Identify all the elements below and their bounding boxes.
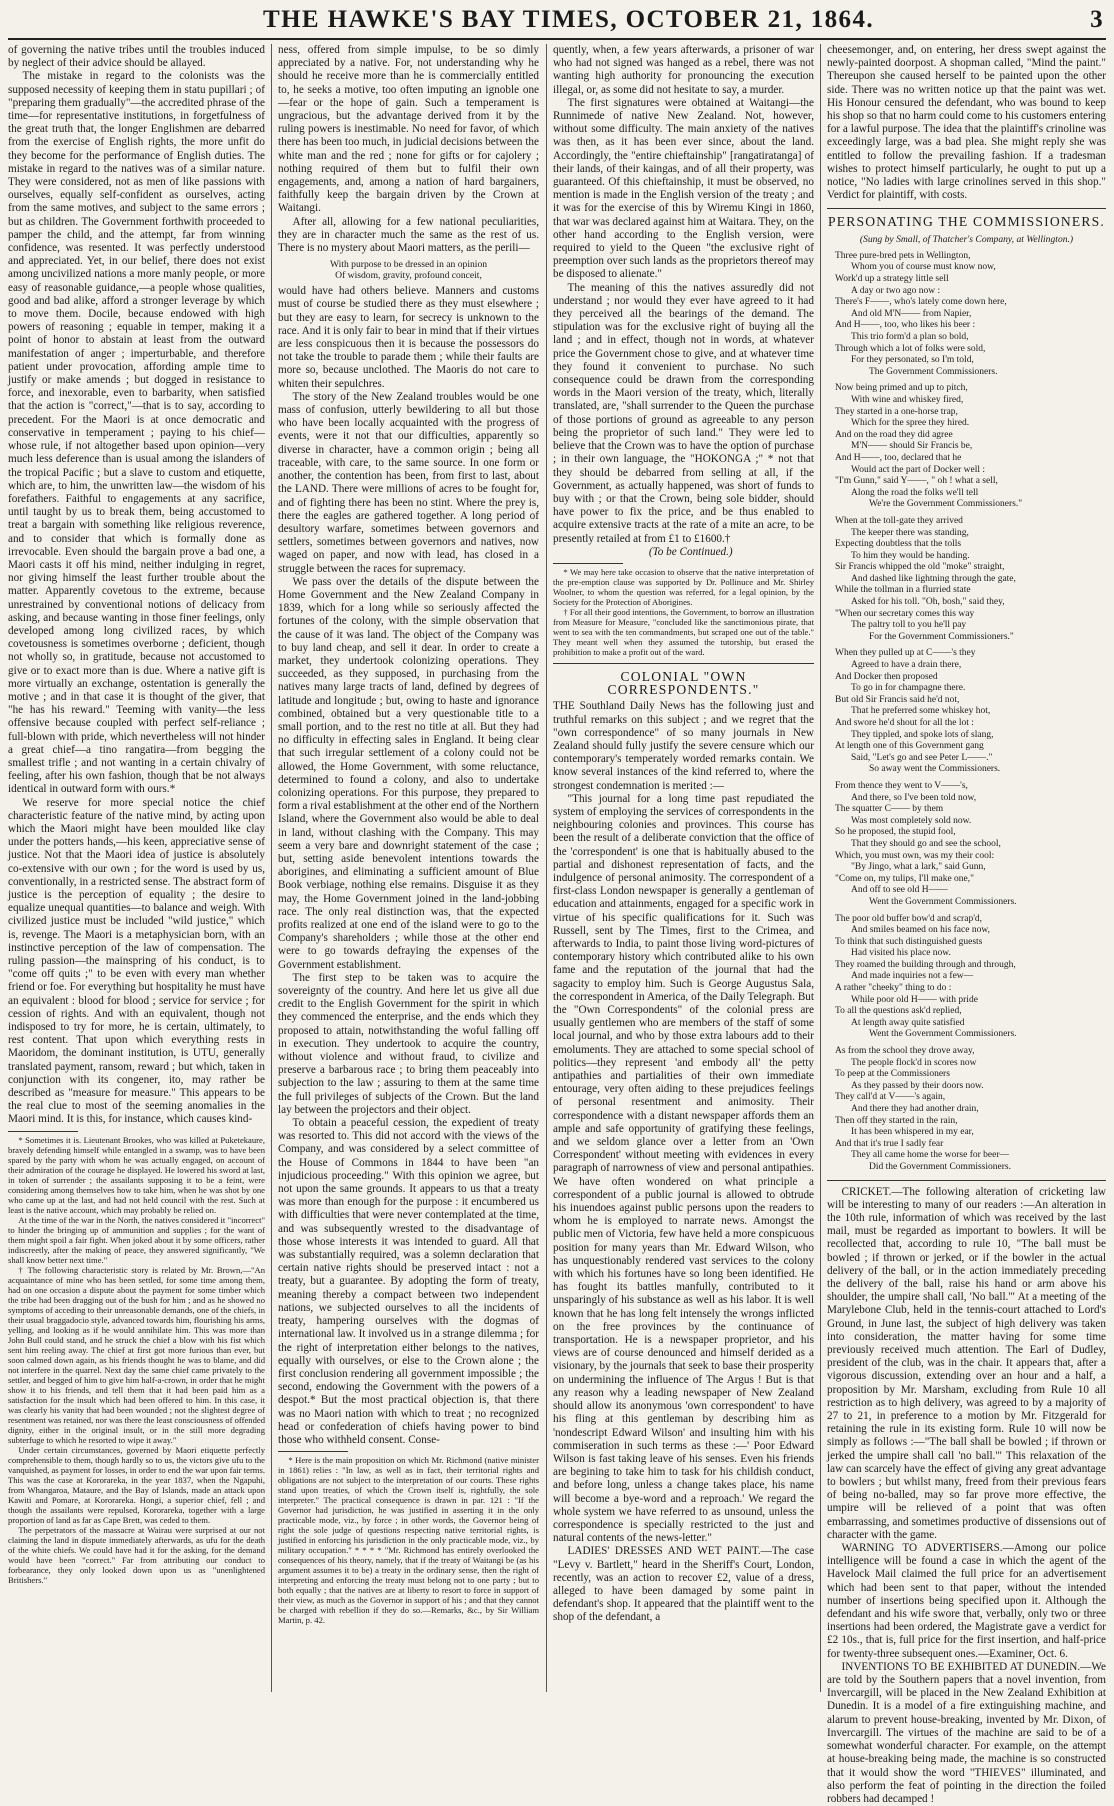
footnote-rule xyxy=(278,1451,348,1452)
footnote: * Here is the main proposition on which Mr. Richmond (native minister in 1861) relies : "In law, as well as in fact, their territorial rights and obligations are not subject to the interpretation of our courts. These rights stand upon treaties, of which the Crown itself is, rightfully, the sole interpreter." The practical consequence is drawn in par. 121 : "If the Governor had jurisdiction, he was justified in asserting it in the only practicable mode, viz., by force ; in other words, the Governor being of right the sole judge of questions respecting native territorial rights, is justified in enforcing his jurisdiction in the only practicable mode, viz., by military occupation." * * * * "Mr. Richmond has entirely overlooked the consequences of his theory, namely, that if the treaty of Waitangi be (as his argument assumes it to be) a treaty in the ordinary sense, then the right of interpreting and enforcing the treaty must belong not to one party ; but to both equally ; that the natives are at liberty to resort to force in support of their view, as much as the Governor in support of his ; and that they cannot be charged with rebellion if they do so.—Remarks, &c., by Sir William Martin, p. 42. xyxy=(278,1455,539,1626)
poem-line: The keeper there was standing, xyxy=(851,527,969,538)
poem-line: Went the Government Commissioners. xyxy=(869,1029,1017,1040)
section-heading: PERSONATING THE COMMISSIONERS. xyxy=(827,214,1106,230)
poem-line: And old M'N—— from Napier, xyxy=(851,308,972,319)
article-paragraph: LADIES' DRESSES AND WET PAINT.—The case "Levy v. Bartlett," heard in the Sheriff's Court, London, recently, was an action to recover £2, value of a dress, alleged to have been damaged by some paint in defendant's shop. It appeared that the plaintiff went to the shop of the defendant, a xyxy=(553,1545,814,1624)
to-be-continued: (To be Continued.) xyxy=(648,545,733,558)
poem-line: For the Government Commissioners." xyxy=(869,631,1014,642)
poem-line: Did the Government Commissioners. xyxy=(869,1161,1011,1172)
section-heading: COLONIAL "OWN CORRESPONDENTS." xyxy=(607,668,760,698)
masthead xyxy=(8,6,1106,36)
poem-line: As from the school they drove away, xyxy=(835,1046,975,1057)
article-paragraph: would have had others believe. Manners and customs must of course be studied there as they must elsewhere ; but they are easy to learn, for secrecy is unknown to the race. And it is only fair to bear in mind that if their virtues are less conspicuous then it is because the possessors do not take the trouble to parade them ; while their faults are more so, because unclothed. The Maoris do not care to whiten their sepulchres. xyxy=(278,285,539,390)
poem-line: A day or two ago now : xyxy=(851,285,941,296)
footnote: * Sometimes it is. Lieutenant Brookes, who was killed at Puketekaure, bravely defending himself while entangled in a swamp, was to have been spared by the party with whom he was actually engaged, on account of their admiration of the courage he displayed. He lowered his sword at last, in token of surrender ; the assailants supposing it to be a feint, were considering among themselves how to take him, when he was shot by one who came up at the last, and had not held council with the rest. Such at least is the native account, which may probably be relied on. xyxy=(8,1134,265,1215)
poem-line: And Docker then proposed xyxy=(835,671,938,682)
section-rule xyxy=(827,1180,1106,1181)
column-divider xyxy=(820,44,821,1692)
section-rule xyxy=(553,663,814,664)
poem-line: There's F——, who's lately come down here, xyxy=(835,297,1007,308)
footnote: * We may here take occasion to observe that the native interpretation of the pre-emption clause was supported by Dr. Pollinuce and Mr. Shirley Woolner, to whom the question was referred, for a legal opinion, by the Society for the Protection of Aborigines. xyxy=(553,566,814,607)
poem-line: They call'd at V——'s again, xyxy=(835,1092,946,1103)
poem-line: They all came home the worse for beer— xyxy=(851,1150,1010,1161)
footnote: The perpetrators of the massacre at Wairau were surprised at our not claiming the land in dispute immediately afterwards, as ufu for the death of the white chiefs. We could have had it for the asking, for the demand would have been "correct." Far from attributing our conduct to forbearance, they only looked down upon us as "unenlightened Britishers." xyxy=(8,1524,265,1585)
poem-line: To go in for champagne there. xyxy=(851,683,966,694)
article-paragraph: "This journal for a long time past repudiated the system of employing the services of correspondents in the neighbouring colonies and provinces. This course has been the result of a deliberate conviction that the office of the 'correspondent' is one that is habitually abused to the partial and dishonest representation of facts, and the indulgence of personal animosity. The correspondent of a first-class London newspaper is generally a gentleman of education and attainments, engaged for a specific work in virtue of his specific qualifications for it. Such was Russell, sent by The Times, first to the Crimea, and afterwards to India, to paint those living word-pictures of contemporary history which contributed alike to his own fame and the reputation of the journal that had the sagacity to employ him. Such is George Augustus Sala, the correspondent in America, of the Daily Telegraph. But the "Own Correspondents" of the colonial press are usually gentlemen who are members of the staff of some local journal, and who by those extra labours add to their emoluments. They are attached to some special school of politics—they represent 'and embody all' the petty antipathies and partialities of their own immediate entourage, very often aiding to these prejudices feelings of personal resentment and animosity. Their correspondence with a distant newspaper affords them an ample and safe opportunity of gratifying these feelings, and we seldom glance over a letter from an 'Own Correspondent' without meeting with evidences in every paragraph of narrowness of view and personal antipathies. We have often wondered on what principle a correspondent of a public journal is allowed to obtrude his inuendoes against public persons upon the readers to whom he is employed to narrate news. Amongst the public men of Victoria, few have held a more conspicuous position for many years than Mr. Edward Wilson, who has unquestionably rendered vast services to the colony with which his fortunes have so long been identified. He has fought its battles manfully, contributed to it unsparingly of his substance as well as his labor. It is well known that he has long felt intensely the wrongs inflicted on the free provinces by the continuance of transportation. He is a newspaper proprietor, and his views are of course denounced and himself derided as a visionary, by the journals that seek to base their prosperity on undermining the influence of The Argus ! But is that any reason why a leading newspaper of New Zealand should allow its anonymous 'own correspondent' to have his fling at this gentleman by describing him as 'nondescript Edward Wilson' and insulting him with his commiseration in such terms as these :—' Poor Edward Wilson is fast taking leave of his senses. Even his friends are begining to take him to task for his childish conduct, and before long, unless a change takes place, his name will become a bye-word and a reproach.' We regard the whole system we have referred to as unsound, unless the correspondence is specially restricted to the just and natural contents of the news-letter." xyxy=(553,792,814,1545)
poem-line: Work'd up a strategy little sell xyxy=(835,274,949,285)
poem-line: "Come on, my tulips, I'll make one," xyxy=(835,873,975,884)
article-paragraph: The mistake in regard to the colonists was the supposed necessity of keeping them in statu pupillari ; of "preparing them gradually"—the accredited phrase of the time—for representative institutions, in forgetfulness of the great truth that, the longer Englishmen are debarred from the exercise of English rights, the more unfit do they become for the performance of English duties. The mistake in regard to the natives was of a similar nature. They were considered, not as men of like passions with ourselves, equally self-confident as ourselves, acting from the same motives, and subject to the same errors ; but as children. The Government forthwith proceeded to pamper the child, and the attempt, far from winning confidence, was resented. It was perfectly understood and appreciated. Yet, in our belief, there does not exist among uncivilized nations a more manly people, or more easy of reasonable guidance,—a people whose qualities, good and bad alike, afford a stronger leverage by which to move them. Docile, because endowed with high powers of reasoning ; equable in temper, making it a point of honor to abstain at least from the outward manifestation of anger ; imperturbable, and therefore patient under provocation, affording ample time to justify or make amends ; but dogged in resistance to force, and inexorable, even to barbarity, when satisfied that the action is "correct,"—that is to say, according to precedent. For the Maori is at once democratic and conservative in temperament ; paying to his chief—whose rule, if not altogether based upon opinion—very much less deference than is usual among the islanders of the tropical Pacific ; but a slave to custom and etiquette, which are, to him, the unwritten law—the wisdom of his forefathers. Faithful to engagements at any sacrifice, until taught by us to break them, being accustomed to treat a bargain with something like religious reverence, and to consider that which is formally done as irrevocable. Even should the bargain prove a bad one, a Maori casts it off his mind, neither indulging in regret, nor giving himself the least further trouble about the matter. Apparently covetous to the extreme, because unrestrained by conventional notions of delicacy from asking, and because wanting in those finer feelings, only developed among long civilized races, by which covetousness is sometimes overborne ; deficient, though not wholly so, in gratitude, because not accustomed to give or to exact more than is due. Where a native gift is more virtually an exchange, ostentation is generally the motive ; and in that case it is thought of the giver, that "he has his reward." Teeming with vanity—the less offensive because coupled with perfect self-reliance ; full-blown with pride, which nevertheless will not hinder a great chief—a tino rangatira—from begging the smallest trifle ; and not wanting in a certain chivalry of feeling, after his own fashion, though that be not always identical in outward form with ours.* xyxy=(8,70,265,796)
verse-line: Of wisdom, gravity, profound conceit, xyxy=(335,270,482,282)
column-4 xyxy=(827,44,1106,1805)
poem-line: The Government Commissioners. xyxy=(869,366,998,377)
poem-line: To all the questions ask'd replied, xyxy=(835,1006,962,1017)
column-3 xyxy=(553,44,814,1692)
poem-line: And there, so I've been told now, xyxy=(851,792,977,803)
column-1 xyxy=(8,44,265,1692)
poem-line: Asked for his toll. "Oh, bosh," said they, xyxy=(851,597,1005,608)
poem-line: While the tollman in a flurried state xyxy=(835,585,971,596)
article-paragraph: We pass over the details of the dispute between the Home Government and the New Zealand Company in 1839, which for a long while so seriously affected the fortunes of the colony, with the simple observation that the cause of it was land. The object of the Company was to buy land cheap, and sell it dear. In order to create a market, they undertook colonizing operations. They succeeded, as they supposed, in purchasing from the natives many large tracts of land, defined by degrees of latitude and longitude ; but, owing to haste and ignorance combined, obtained but a very questionable title to a small portion, and to the rest no title at all. But they had no difficulty in effecting sales in England. It being clear that such irregular settlement of a colony could not be allowed, the Home Government, with some reluctance, determined to found a colony, and also to undertake colonizing operations. For this purpose, they prepared to form a rival establishment at the other end of the Northern Island, where the Government also would be able to deal in land, without clashing with the Company. This may seem a very bare and downright statement of the case ; but, setting aside benevolent intentions towards the aborigines, and eliminating a sufficient amount of Blue Book verbiage, nothing else remains. Disguise it as they may, the Home Government joined in the land-jobbing race. The only real distinction was, that the expected profits realized at one end of the island were to go to the Company's shareholders ; while those at the other end were to go towards defraying the expenses of the Government establishment. xyxy=(278,575,539,971)
poem-line: "I'm Gunn," said Y——, " oh ! what a sell, xyxy=(835,476,998,487)
poem-line: Then off they started in the rain, xyxy=(835,1115,958,1126)
poem-line: Said, "Let's go and see Peter L——." xyxy=(851,752,993,763)
poem-line: To him they would be handing. xyxy=(851,550,970,561)
poem-line: Would act the part of Docker well : xyxy=(851,464,986,475)
poem-line: And made inquiries not a few— xyxy=(851,971,974,982)
article-paragraph: quently, when, a few years afterwards, a prisoner of war who had not signed was hanged as a rebel, there was not wanting high authority for pronouncing the execution illegal, or, as some did not hesitate to say, a murder. xyxy=(553,44,814,96)
poem-line: A rather "cheeky" thing to do : xyxy=(835,983,952,994)
poem-line: "When our secretary comes this way xyxy=(835,608,975,619)
poem-line: To peep at the Commissioners xyxy=(835,1069,950,1080)
poem-line: They roamed the building through and through, xyxy=(835,959,1016,970)
poem-line: And smiles beamed on his face now, xyxy=(851,925,990,936)
footnote: Under certain circumstances, governed by Maori etiquette perfectly comprehensible to them, though hardly so to us, the victors give ufu to the vanquished, as payment for losses, in order to end the war upon fair terms. This was the case at Kororareka, in the year 1837, when the Ngapuhi, from Whangaroa, Mataure, and the Bay of Islands, made an attack upon Kawiti and Pomare, at Kororareka. Hongi, a superior chief, fell ; and though the assailants were repulsed, Kororareka, together with a large proportion of land as far as Cape Brett, was ceded to them. xyxy=(8,1444,265,1525)
masthead-title: THE HAWKE'S BAY TIMES, OCTOBER 21, 1864. xyxy=(263,6,875,33)
poem-line: So he proposed, the stupid fool, xyxy=(835,827,956,838)
poem-line: While poor old H—— with pride xyxy=(851,994,978,1005)
poem-line: They tippled, and spoke lots of slang, xyxy=(851,729,994,740)
footnote-rule xyxy=(553,563,623,564)
poem-line: Went the Government Commissioners. xyxy=(869,896,1017,907)
poem-line: The squatter C—— by them xyxy=(835,804,944,815)
poem-line: This trio form'd a plan so bold, xyxy=(851,332,969,342)
article-paragraph: of governing the native tribes until the troubles induced by neglect of their advice should be allayed. xyxy=(8,44,265,70)
footnote: At the time of the war in the North, the natives considered it "incorrect" to hinder the bringing up of ammunition and supplies ; for the want of them might spoil a fair fight. When joked about it by some officers, rather indiscreetly, after the making of peace, they answered significantly, "We shall know better next time." xyxy=(8,1214,265,1265)
column-divider xyxy=(271,44,272,1692)
poem-line: Which, you must own, was my their cool: xyxy=(835,850,995,861)
verse-line: With purpose to be dressed in an opinion xyxy=(329,259,488,271)
poem-line: "By Jingo, what a lark," said Gunn, xyxy=(851,862,986,873)
column-2 xyxy=(278,44,539,1692)
poem-line: The people flock'd in scores now xyxy=(851,1057,977,1068)
article-paragraph: After all, allowing for a few national peculiarities, they are in character much the same as the rest of us. There is no mystery about Maori matters, as the perili— xyxy=(278,215,539,255)
poem-line: But old Sir Francis said he'd not, xyxy=(835,694,960,705)
page-number: 3 xyxy=(1090,6,1104,33)
poem-line: It has been whispered in my ear, xyxy=(851,1127,974,1138)
poem-line: And H——, too, declared that he xyxy=(835,452,962,463)
article-paragraph: To obtain a peaceful cession, the expedient of treaty was resorted to. This did not accord with the views of the Company, and was considered by a select committee of the House of Commons in 1844 to have been "an injudicious proceeding." With this opinion we agree, but not upon the same grounds. It appears to us that a treaty was more than enough for the purpose : it encumbered us with difficulties that were never contemplated at the time, and was subsequently wrested to the disadvantage of those whose interests it was intended to guard. All that was substantially required, was a solemn declaration that certain native rights should be preserved intact : not a treaty, but a guarantee. By adopting the form of treaty, meaning thereby a compact between two independent nations, we subjected ourselves to all the incidents of treaty, hampering ourselves with the dogmas of international law. It involved us in a strange dilemma ; for the right of interpretation either belongs to the natives, equally with ourselves, or else to the Crown alone ; the first conclusion rendering all government impossible ; the second, endowing the Government with the powers of a despot.* But the most practical objection is, that there was no Maori nation with which to treat ; no recognized head or confederation of chiefs having power to bind those who withheld consent. Conse- xyxy=(278,1117,539,1446)
article-paragraph: INVENTIONS TO BE EXHIBITED AT DUNEDIN.—We are told by the Southern papers that a novel invention, from Invercargill, will be placed in the New Zealand Exhibition at Dunedin. It is a model of a fire extinguishing machine, and alarum to prevent house-breaking, invented by Mr. Dixon, of Invercargill. The virtues of the machine are said to be of a somewhat wonderful character. For example, on the attempt at house-breaking being made, the machine is so constructed that it would show the word "THIEVES" illuminated, and also perform the feat of pointing in the direction the foiled robbers had decamped ! xyxy=(827,1660,1106,1805)
poem-line: That he preferred some whiskey hot, xyxy=(851,706,991,717)
poem-line: M'N—— should Sir Francis be, xyxy=(851,441,973,452)
poem-line: And dashed like lightning through the gate, xyxy=(851,573,1016,584)
poem-line: Now being primed and up to pitch, xyxy=(835,383,968,394)
poem-line: Had visited his place now. xyxy=(851,948,951,959)
poem-line: And there they had another drain, xyxy=(851,1104,979,1114)
poem-line: At length away quite satisfied xyxy=(851,1017,965,1028)
article-paragraph: WARNING TO ADVERTISERS.—Among our police intelligence will be found a case in which the agent of the Havelock Mail claimed the full price for an advertisement which had been sent to that paper, without the intended number of insertions being specified upon it. Although the defendant and his wife swore that, verbally, only two or three insertions had been ordered, the Magistrate gave a verdict for £2 10s., that is, full price for the first insertion, and half-price for twenty-three subsequent ones.—Examiner, Oct. 6. xyxy=(827,1542,1106,1660)
poem-line: We're the Government Commissioners." xyxy=(869,499,1023,510)
poem xyxy=(835,251,1106,1174)
article-paragraph: The first signatures were obtained at Waitangi—the Runnimede of native New Zealand. Not, however, without some difficulty. The main anxiety of the natives was then, as it has been ever since, about the land. Accordingly, the "entire chieftainship" [rangatiratanga] of their lands, of their kaingas, and of all their property, was guaranteed. Of this chieftainship, it must be observed, no mention is made in the English version of the treaty ; and it was for the exercise of this by Wiremu Kingi in 1860, that war was declared against him at Waitara. They, on the other hand according to the English version, were required to yield to the Queen "the exclusive right of preemption over such lands as the proprietors thereof may be disposed to alienate." xyxy=(553,96,814,281)
poem-line: For they personated, so I'm told, xyxy=(851,355,974,366)
section-rule xyxy=(827,208,1106,209)
poem-line: With wine and whiskey fired, xyxy=(851,394,964,405)
article-paragraph: The story of the New Zealand troubles would be one mass of confusion, utterly bewildering to all but those who have been locally acquainted with the progress of events, were it not that our difficulties, apparently so diverse in character, have a common origin ; being all traceable, with care, to the same source. In one form or another, the contention has been, from first to last, about the LAND. There were millions of acres to be fought for, and of fighting there has been no stint. Where the prey is, there the eagles are gathered together. A long period of desultory warfare, sometimes between governors and settlers, sometimes between governors and natives, now waged on paper, and now with lead, has closed in a struggle between the races for supremacy. xyxy=(278,390,539,575)
poem-line: And off to see old H—— xyxy=(851,885,948,896)
article-paragraph: THE Southland Daily News has the following just and truthful remarks on this subject ; and we regret that the "own correspondence" of so many journals in New Zealand should fully justify the severe censure which our contemporary's temperately worded remarks contain. We know several instances of the kind referred to, where the strongest condemnation is merited :— xyxy=(553,700,814,792)
poem-line: As they passed by their doors now. xyxy=(851,1080,984,1091)
article-paragraph: The meaning of this the natives assuredly did not understand ; nor would they ever have agreed to it had they perceived all the bearings of the demand. The stipulation was for the exclusive right of buying all the land ; and in effect, though not in words, at whatever price the Government chose to give, and at whatever time they found it convenient to purchase. No such consequence could be drawn from the corresponding words in the Maori version of the treaty, which, literally translated, are, "shall surrender to the Queen the purchase of those portions of ground as agreeable to any person being the proprietor of such land." They were led to believe that the Crown was to have the option of purchase ; in their own language, the "HOKONGA ;" * not that they should be debarred from selling at all, if the Government, as actually happened, was short of funds to buy with ; or that the Crown, being sole bidder, should have power to fix the price, and be thus enabled to acquire extensive tracts at the rate of a mite an acre, to be presently retailed at from £1 to £1600.† xyxy=(553,281,814,545)
poem-line: Expecting doubtless that the tolls xyxy=(835,539,962,550)
article-paragraph: ness, offered from simple impulse, to be so dimly appreciated by a native. For, not understanding why he should he receive more than he is commercially entitled to, he seeks a motive, too often imputing an ignoble one—fear or the hope of gain. Such a temperament is ungracious, but the advantage derived from it by the ruling powers is inestimable. No need for favor, of which there has been too much, in judicial decisions between the white man and the red ; none for gifts or for cajolery ; nothing required of them but to fulfil their own engagements, and, among a nation of hard bargainers, faithfully keep the bargain driven by the Crown at Waitangi. xyxy=(278,44,539,215)
masthead-rule xyxy=(8,38,1106,40)
poem-line: And that it's true I sadly fear xyxy=(835,1138,944,1149)
column-divider xyxy=(546,44,547,1692)
poem-line: They started in a one-horse trap, xyxy=(835,406,958,417)
poem-line: Which for the spree they hired. xyxy=(851,418,970,429)
poem-line: And on the road they did agree xyxy=(835,429,953,440)
poem-line: When they pulled up at C——'s they xyxy=(835,648,976,659)
poem-line: Along the road the folks we'll tell xyxy=(851,487,979,498)
article-paragraph: We reserve for more special notice the chief characteristic feature of the native mind, by acting upon which the Maori might have been moulded like clay under the potters hands,—his keen, appreciative sense of justice. Not that the Maori idea of justice is absolutely co-extensive with our own ; for the word is used by us, conventionally, in a restricted sense. The abstract form of justice is the perception of equality ; the desire to equalize unequal quantities—to balance and weigh. With civilized justice must be included "wild justice," which is, revenge. The Maori is a metaphysician born, with an instinctive perception of the law of compensation. The ruling passion—the mainspring of his conduct, is to "come off quits ;" to be even with every man whether friend or foe. For everything but hospitality he must have an equivalent : blood for blood ; service for service ; for cession of rights. And with an equivalent, though not indisposed to try for more, he is certain, ultimately, to rest content. That upon which everything rests in Maoridom, the dominant institution, is UTU, generally translated payment, ransom, reward ; but which, taken in conjunction with its congener, ito, may rather be described as "measure for measure." This appears to be the real clue to most of the seeming anomalies in the Maori mind. It is this, for instance, which causes kind- xyxy=(8,796,265,1126)
footnote-rule xyxy=(8,1131,78,1132)
poem-subtitle: (Sung by Small, of Thatcher's Company, at Wellington.) xyxy=(859,233,1074,245)
poem-line: At length one of this Government gang xyxy=(835,741,984,752)
poem-line: The paltry toll to you he'll pay xyxy=(851,620,967,631)
poem-line: Three pure-bred pets in Wellington, xyxy=(835,250,971,261)
poem-line: When at the toll-gate they arrived xyxy=(835,515,963,526)
poem-line: And H——, too, who likes his beer : xyxy=(835,320,976,331)
article-paragraph: The first step to be taken was to acquire the sovereignty of the country. And here let us give all due credit to the English Government for the spirit in which they commenced the enterprise, and the ends which they proposed to attain, notwithstanding the woful falling off in execution. They undertook to acquire the country, without violence and without fraud, to civilize and preserve a barbarous race ; to bring them peaceably into subjection to the law ; assuring to them at the same time the full privileges of subjects of the Crown. But the land lay between the projectors and their object. xyxy=(278,971,539,1116)
poem-line: Was most completely sold now. xyxy=(851,815,972,826)
article-paragraph: CRICKET.—The following alteration of cricketing law will be interesting to many of our readers :—An alteration in the 10th rule, information of which was received by the last mail, must be regarded as important to bowlers. It will be recollected that, according to rule 10, "The ball must be bowled ; if thrown or jerked, or if the bowler in the actual delivery of the ball, or in the action immediately preceding the delivery of the ball, raise his hand or arm above his shoulder, the umpire shall call, 'No ball.'" At a meeting of the Marylebone Club, held in the tennis-court attached to Lord's Ground, in June last, the subject of high delivery was taken into consideration, the matter having for some time previously received much attention. The Earl of Dudley, president of the club, was in the chair. It appears that, after a vigorous discussion, extending over an hour and a half, a proposition by Mr. Marsham, excluding from Rule 10 all restriction as to high delivery, was agreed to by a majority of 27 to 21, in preference to a motion by Mr. Fitzgerald for retaining the rule in its existing form. Rule 10 will now be simply as follows :—"The ball shall be bowled ; if thrown or jerked the umpire shall call 'no ball.'" This relaxation of the law can scarcely have the effect of giving any great advantage to bowlers ; but whilst many, freed from their previous fears of being no-balled, may so far prove more effective, the umpire will be relieved of a point that was often embarrassing, and sometimes productive of dissensions out of character with the game. xyxy=(827,1185,1106,1541)
poem-line: The poor old buffer bow'd and scrap'd, xyxy=(835,913,983,924)
poem-line: Through which a lot of folks were sold, xyxy=(835,343,986,354)
poem-line: Sir Francis whipped the old "moke" straight, xyxy=(835,562,1005,573)
poem-line: To think that such distinguished guests xyxy=(835,936,983,947)
poem-line: Whom you of course must know now, xyxy=(851,262,996,273)
poem-line: Agreed to have a drain there, xyxy=(851,660,962,671)
poem-line: So away went the Commissioners. xyxy=(869,764,1001,775)
article-paragraph: cheesemonger, and, on entering, her dress swept against the newly-painted doorpost. A shopman called, "Mind the paint." Thereupon she caused herself to be painted upon the other side. There was no written notice up that the paint was wet. His Honour censured the defendant, who was bound to keep his shop so that no harm could come to his customers entering for a lawful purpose. The idea that the plaintiff's crinoline was exceedingly large, was a bad plea. She might reply she was entitled to follow the prevailing fashion. If a tradesman wishes to protect himself particularly, he ought to put up a notice, "No ladies with large crinolines served in this shop." Verdict for plaintiff, with costs. xyxy=(827,44,1106,202)
quoted-verse xyxy=(278,259,539,281)
poem-line: And swore he'd shout for all the lot : xyxy=(835,718,974,728)
footnote: † For all their good intentions, the Government, to borrow an illustration from Measure for Measure, "concluded like the sanctimonious pirate, that went to sea with the ten commandments, but scraped one out of the table." They meant well when they assumed the tutorship, but erased the prohibition to make a profit out of the ward. xyxy=(553,606,814,657)
poem-line: From thence they went to V——'s, xyxy=(835,780,968,791)
footnote: † The following characteristic story is related by Mr. Brown,—"An acquaintance of mine who has been settled, for some time among them, had on one occasion a dispute about the payment for some timber which the tribe had been dragging out of the bush for him ; and as he showed no symptoms of acceding to their unreasonable demands, one of the chiefs, in their usual braggadocio style, advanced towards him, flourishing his arms, yelling, and looking as if he would annihilate him. This was more than John Bull could stand, and he struck the chief a blow with his fist which sent him reeling away. The chief at first got more furious than ever, but soon calmed down again, as his friends thought he was to blame, and did not interfere in the quarrel. Next day the same chief came privately to the settler, and begged of him to give him half-a-crown, in order that he might show it to his friends, and tell them that it had been paid him as a satisfaction for the insult which had been offered to him. In this case, it was clearly his vanity that had been wounded ; not the slightest degree of resentment was retained, nor was there the least consciousness of offended dignity, either in the original insult, or in the still more degrading subterfuge to which he resorted to wipe it away." xyxy=(8,1264,265,1445)
poem-line: That they should go and see the school, xyxy=(851,838,1001,849)
